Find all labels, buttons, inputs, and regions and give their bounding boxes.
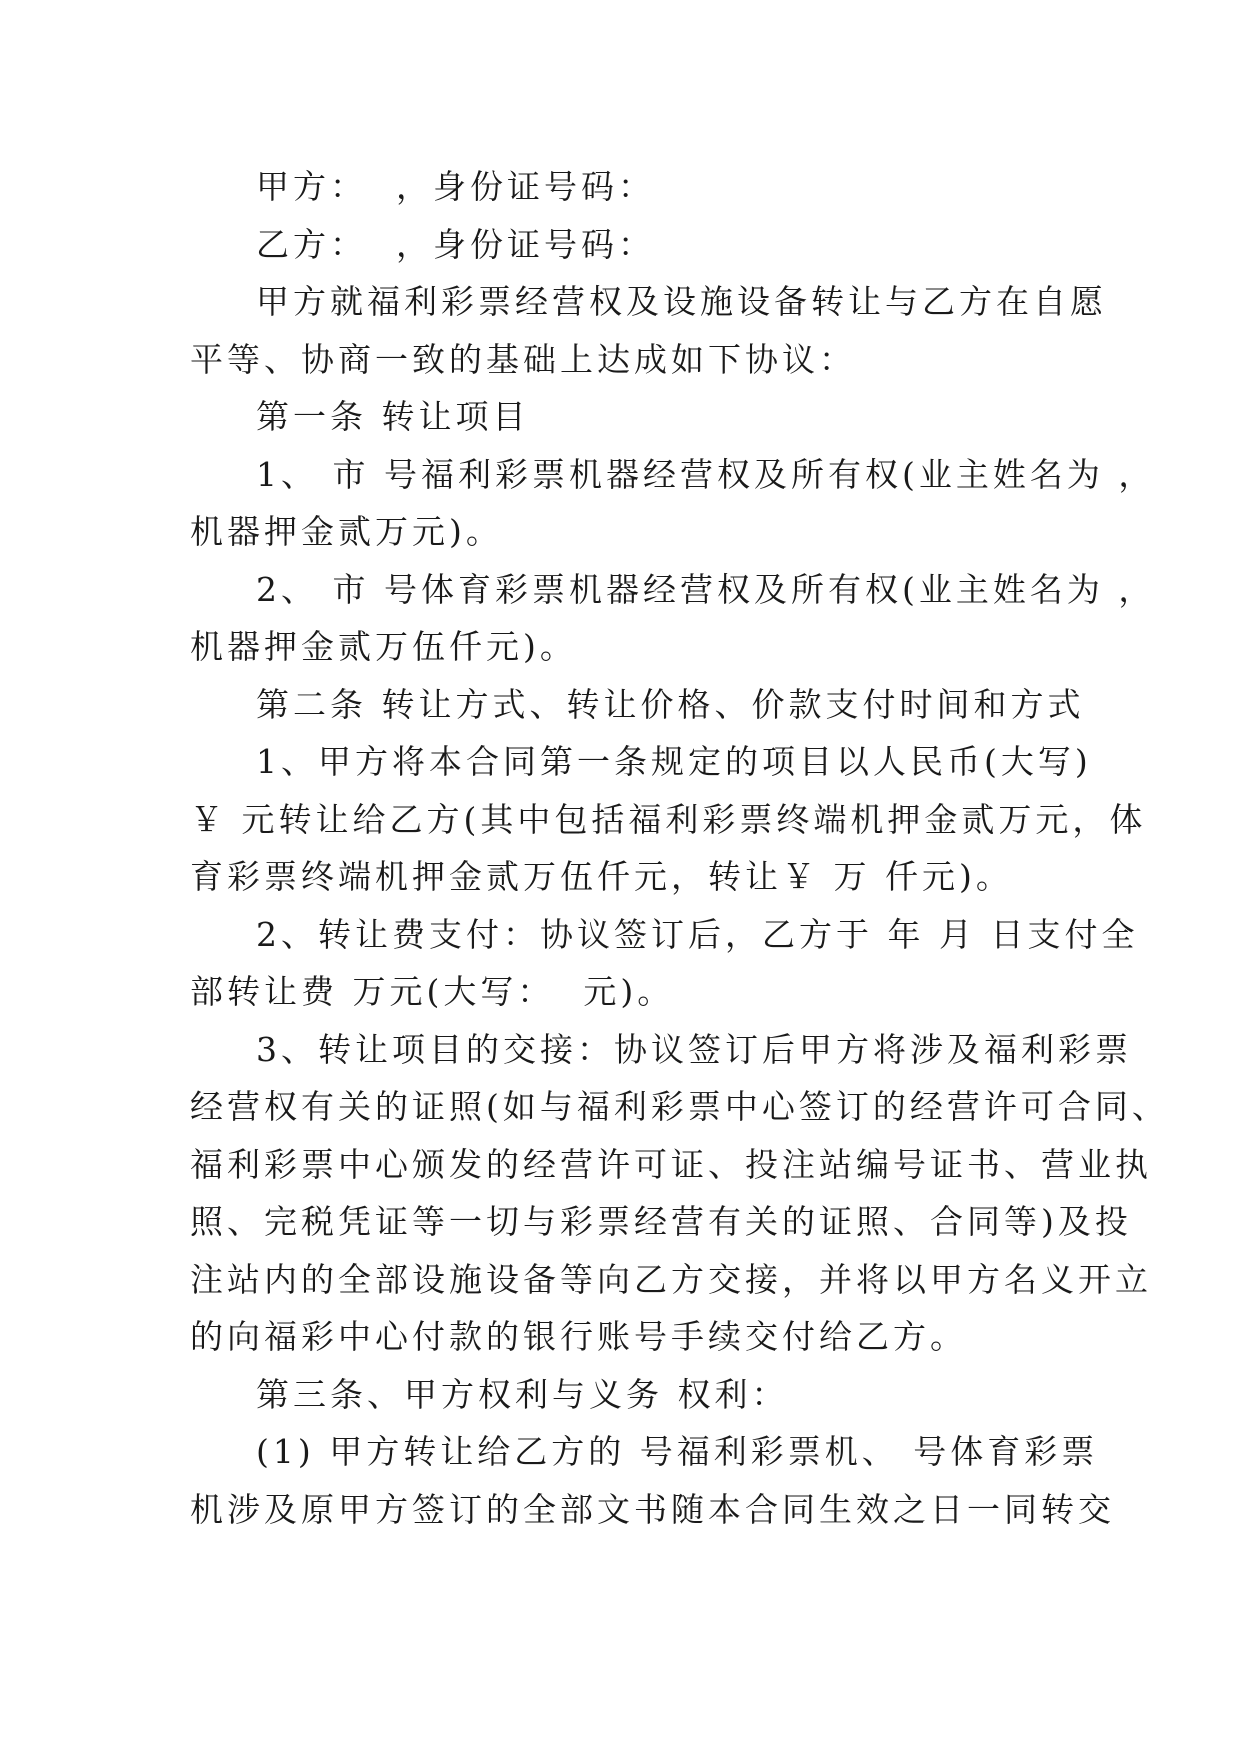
- text-line: 福利彩票中心颁发的经营许可证、投注站编号证书、营业执: [190, 1144, 1152, 1184]
- text-line: 1、 市 号福利彩票机器经营权及所有权(业主姓名为 ，: [256, 454, 1156, 494]
- text-line: 乙方： ，身份证号码：: [256, 224, 655, 264]
- text-line: ￥ 元转让给乙方(其中包括福利彩票终端机押金贰万元，体: [190, 799, 1147, 839]
- text-line: 第二条 转让方式、转让价格、价款支付时间和方式: [256, 684, 1085, 724]
- text-line: 第一条 转让项目: [256, 397, 530, 436]
- text-line: 第三条、甲方权利与义务 权利：: [256, 1374, 789, 1414]
- text-line: 机器押金贰万元)。: [190, 512, 503, 551]
- text-line: (1) 甲方转让给乙方的 号福利彩票机、 号体育彩票: [256, 1432, 1099, 1471]
- text-line: 照、完税凭证等一切与彩票经营有关的证照、合同等)及投: [190, 1202, 1132, 1241]
- text-line: 2、转让费支付：协议签订后，乙方于 年 月 日支付全: [256, 914, 1139, 954]
- text-line: 机器押金贰万伍仟元)。: [190, 627, 577, 666]
- text-line: 平等、协商一致的基础上达成如下协议：: [190, 339, 856, 379]
- text-line: 注站内的全部设施设备等向乙方交接，并将以甲方名义开立: [190, 1259, 1152, 1299]
- text-line: 机涉及原甲方签订的全部文书随本合同生效之日一同转交: [190, 1489, 1115, 1529]
- text-line: 甲方就福利彩票经营权及设施设备转让与乙方在自愿: [256, 282, 1107, 321]
- text-line: 1、甲方将本合同第一条规定的项目以人民币(大写): [256, 742, 1092, 781]
- document-body: [190, 158, 1169, 1538]
- text-line: 经营权有关的证照(如与福利彩票中心签订的经营许可合同、: [190, 1087, 1169, 1126]
- text-line: 3、转让项目的交接：协议签订后甲方将涉及福利彩票: [256, 1029, 1132, 1069]
- text-line: 部转让费 万元(大写： 元)。: [190, 972, 675, 1011]
- text-line: 育彩票终端机押金贰万伍仟元，转让￥ 万 仟元)。: [190, 857, 1013, 896]
- text-line: 2、 市 号体育彩票机器经营权及所有权(业主姓名为 ，: [256, 569, 1156, 609]
- text-line: 的向福彩中心付款的银行账号手续交付给乙方。: [190, 1317, 967, 1356]
- text-line: 甲方： ，身份证号码：: [256, 167, 655, 206]
